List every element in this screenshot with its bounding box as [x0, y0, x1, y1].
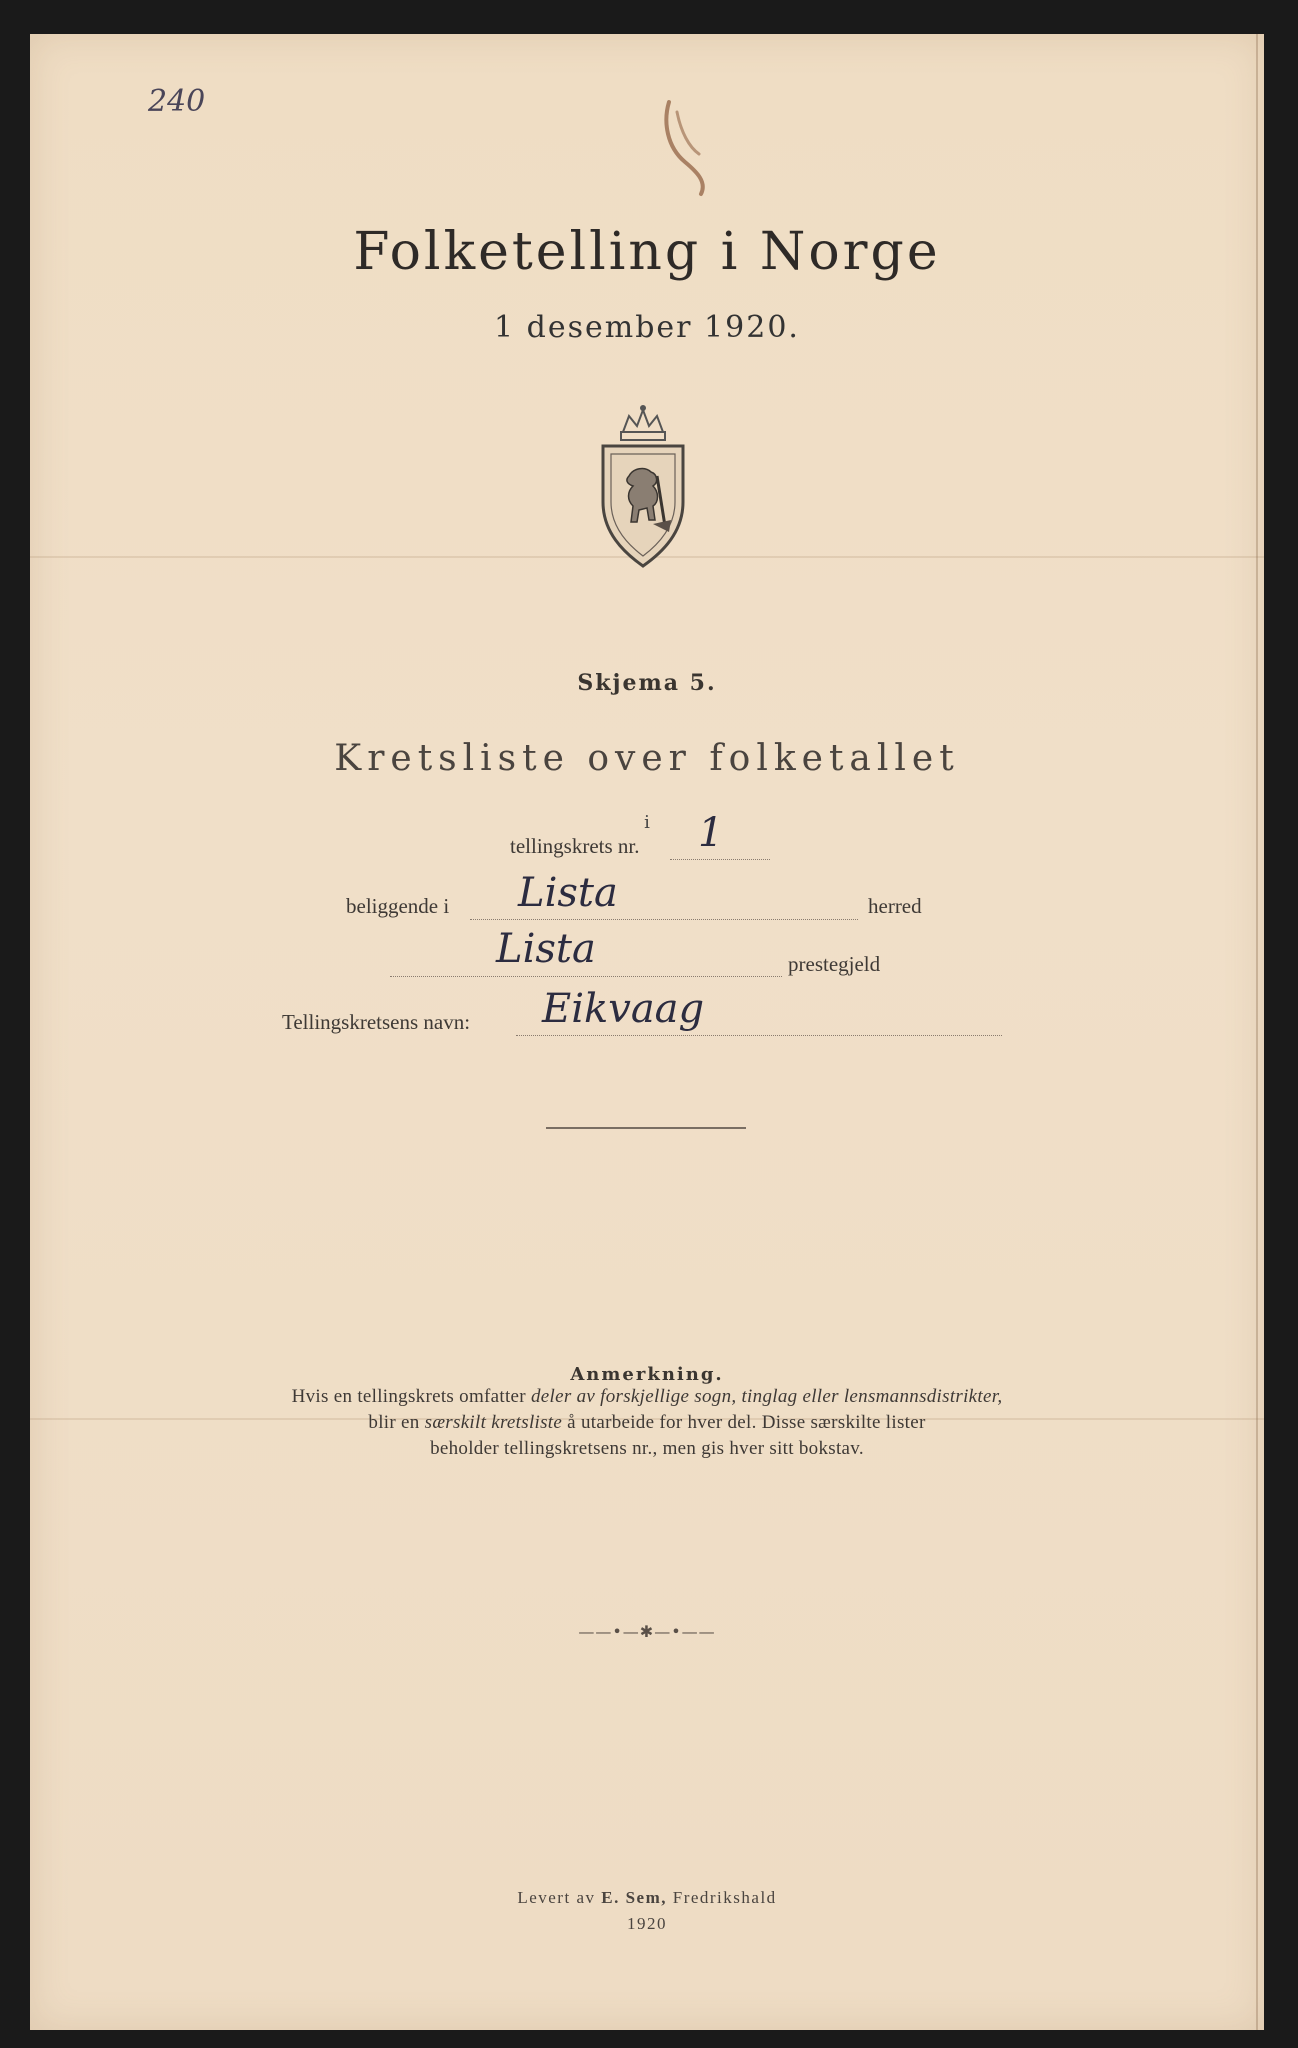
separator-line: [546, 1127, 746, 1129]
note-line-3: beholder tellingskretsens nr., men gis hver sitt bokstav.: [430, 1438, 864, 1459]
prestegjeld-label: prestegjeld: [788, 952, 881, 976]
schema-label: Skjema 5.: [577, 670, 717, 696]
krets-navn-value-handwritten: Eikvaag: [542, 986, 705, 1032]
note-line-2-italic: særskilt kretsliste: [424, 1412, 563, 1433]
ornament-divider-icon: ——•—✱—•——: [578, 1622, 716, 1641]
printer-prefix: Levert av: [517, 1888, 602, 1907]
tellingskrets-label: tellingskrets nr.: [510, 834, 640, 858]
herred-dotted-line: [470, 919, 858, 920]
beliggende-label: beliggende i: [346, 894, 450, 918]
note-line-2-text-c: å utarbeide for hver del. Disse særskilte lister: [567, 1412, 926, 1433]
note-line-1: [30, 1386, 1264, 1408]
prestegjeld-value-handwritten: Lista: [496, 926, 596, 972]
paperclip-mark-icon: [655, 92, 725, 202]
preposition-i: i: [644, 812, 650, 833]
note-line-2-text-a: blir en: [368, 1412, 420, 1433]
census-form-page: [30, 34, 1264, 2030]
printer-location: Fredrikshald: [666, 1888, 777, 1907]
note-line-2: [30, 1412, 1264, 1434]
printer-name: E. Sem,: [601, 1888, 667, 1907]
herred-value-handwritten: Lista: [518, 870, 618, 916]
printer-credit: [30, 1888, 1264, 1908]
note-title: Anmerkning.: [570, 1364, 724, 1385]
printer-year: 1920: [627, 1914, 667, 1933]
prestegjeld-dotted-line: [390, 976, 782, 977]
note-line-1-text: Hvis en tellingskrets omfatter: [291, 1386, 526, 1407]
form-title: Folketelling i Norge: [353, 222, 941, 282]
krets-navn-dotted-line: [516, 1035, 1002, 1036]
tellingskrets-number-handwritten: 1: [698, 810, 724, 856]
note-line-1-italic: deler av forskjellige sogn, tinglag eller lensmannsdistrikter,: [530, 1386, 1003, 1407]
krets-navn-label: Tellingskretsens navn:: [282, 1010, 471, 1034]
herred-label: herred: [868, 894, 922, 918]
tellingskrets-dotted-line: [670, 859, 770, 860]
norwegian-coat-of-arms-icon: [593, 402, 693, 570]
form-subtitle: Kretsliste over folketallet: [334, 738, 960, 779]
handwritten-page-number: 240: [148, 84, 206, 119]
census-date: 1 desember 1920.: [494, 310, 800, 345]
